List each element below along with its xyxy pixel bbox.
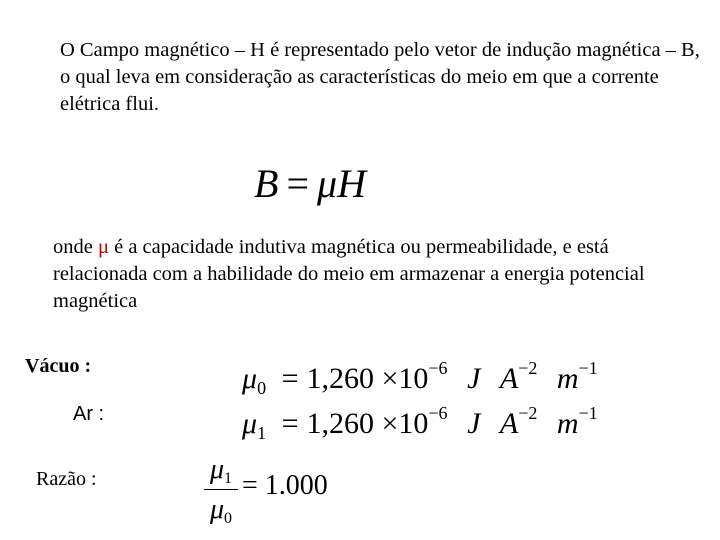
intro-paragraph: O Campo magnético – H é representado pelo vetor de indução magnética – B, o qual leva em consideração as características do meio em que a corrente elétrica flui. — [60, 39, 700, 115]
mu1-unit-a: A — [499, 407, 519, 440]
mu1-unit-j: J — [467, 407, 481, 440]
mu1-unit-m: m — [556, 407, 579, 440]
mu1-symbol: μ — [242, 407, 258, 440]
mu1-base: 10 — [398, 407, 429, 440]
mu0-equals: = — [281, 362, 299, 395]
mu1-exponent: −6 — [428, 403, 448, 423]
mu0-symbol: μ — [242, 362, 258, 395]
ratio-denominator — [204, 495, 238, 534]
equals-sign: = — [286, 161, 309, 206]
mu0-unit-j: J — [467, 362, 481, 395]
mu1-times: × — [381, 407, 399, 440]
h-symbol: H — [337, 161, 366, 206]
mu1-equals: = — [281, 407, 299, 440]
ratio-den-symbol: μ — [209, 494, 225, 525]
b-symbol: B — [254, 161, 279, 206]
mu0-exponent: −6 — [428, 358, 448, 378]
mu0-unit-a-exp: −2 — [518, 358, 538, 378]
vacuo-label: Vácuo : — [25, 355, 92, 377]
mu0-unit-m-exp: −1 — [578, 358, 598, 378]
ratio-num-sub: 1 — [224, 470, 233, 487]
where-text-before: onde — [53, 236, 98, 258]
main-equation — [254, 160, 366, 208]
ratio-num-symbol: μ — [209, 454, 225, 485]
mu1-unit-a-exp: −2 — [518, 403, 538, 423]
mu0-unit-a: A — [499, 362, 519, 395]
mu0-unit-m: m — [556, 362, 579, 395]
ar-label: Ar : — [73, 403, 105, 425]
ratio-result: = 1.000 — [242, 470, 328, 501]
mu0-base: 10 — [398, 362, 429, 395]
mu1-unit-m-exp: −1 — [578, 403, 598, 423]
fraction-bar — [204, 489, 238, 490]
mu-symbol-highlight: μ — [97, 236, 109, 258]
razao-label: Razão : — [36, 468, 97, 490]
permeability-paragraph — [53, 234, 708, 315]
where-text-after: é a capacidade indutiva magnética ou permeabilidade, e está relacionada com a habilidade do meio em armazenar a energia potencial magnética — [53, 236, 645, 312]
mu0-value: 1,260 — [306, 362, 374, 395]
mu1-value: 1,260 — [306, 407, 374, 440]
mu-symbol: μ — [317, 161, 338, 206]
mu0-times: × — [381, 362, 399, 395]
ratio-den-sub: 0 — [224, 510, 233, 527]
mu0-subscript: 0 — [257, 378, 267, 398]
mu1-subscript: 1 — [257, 423, 267, 443]
air-permeability-equation — [242, 395, 598, 451]
